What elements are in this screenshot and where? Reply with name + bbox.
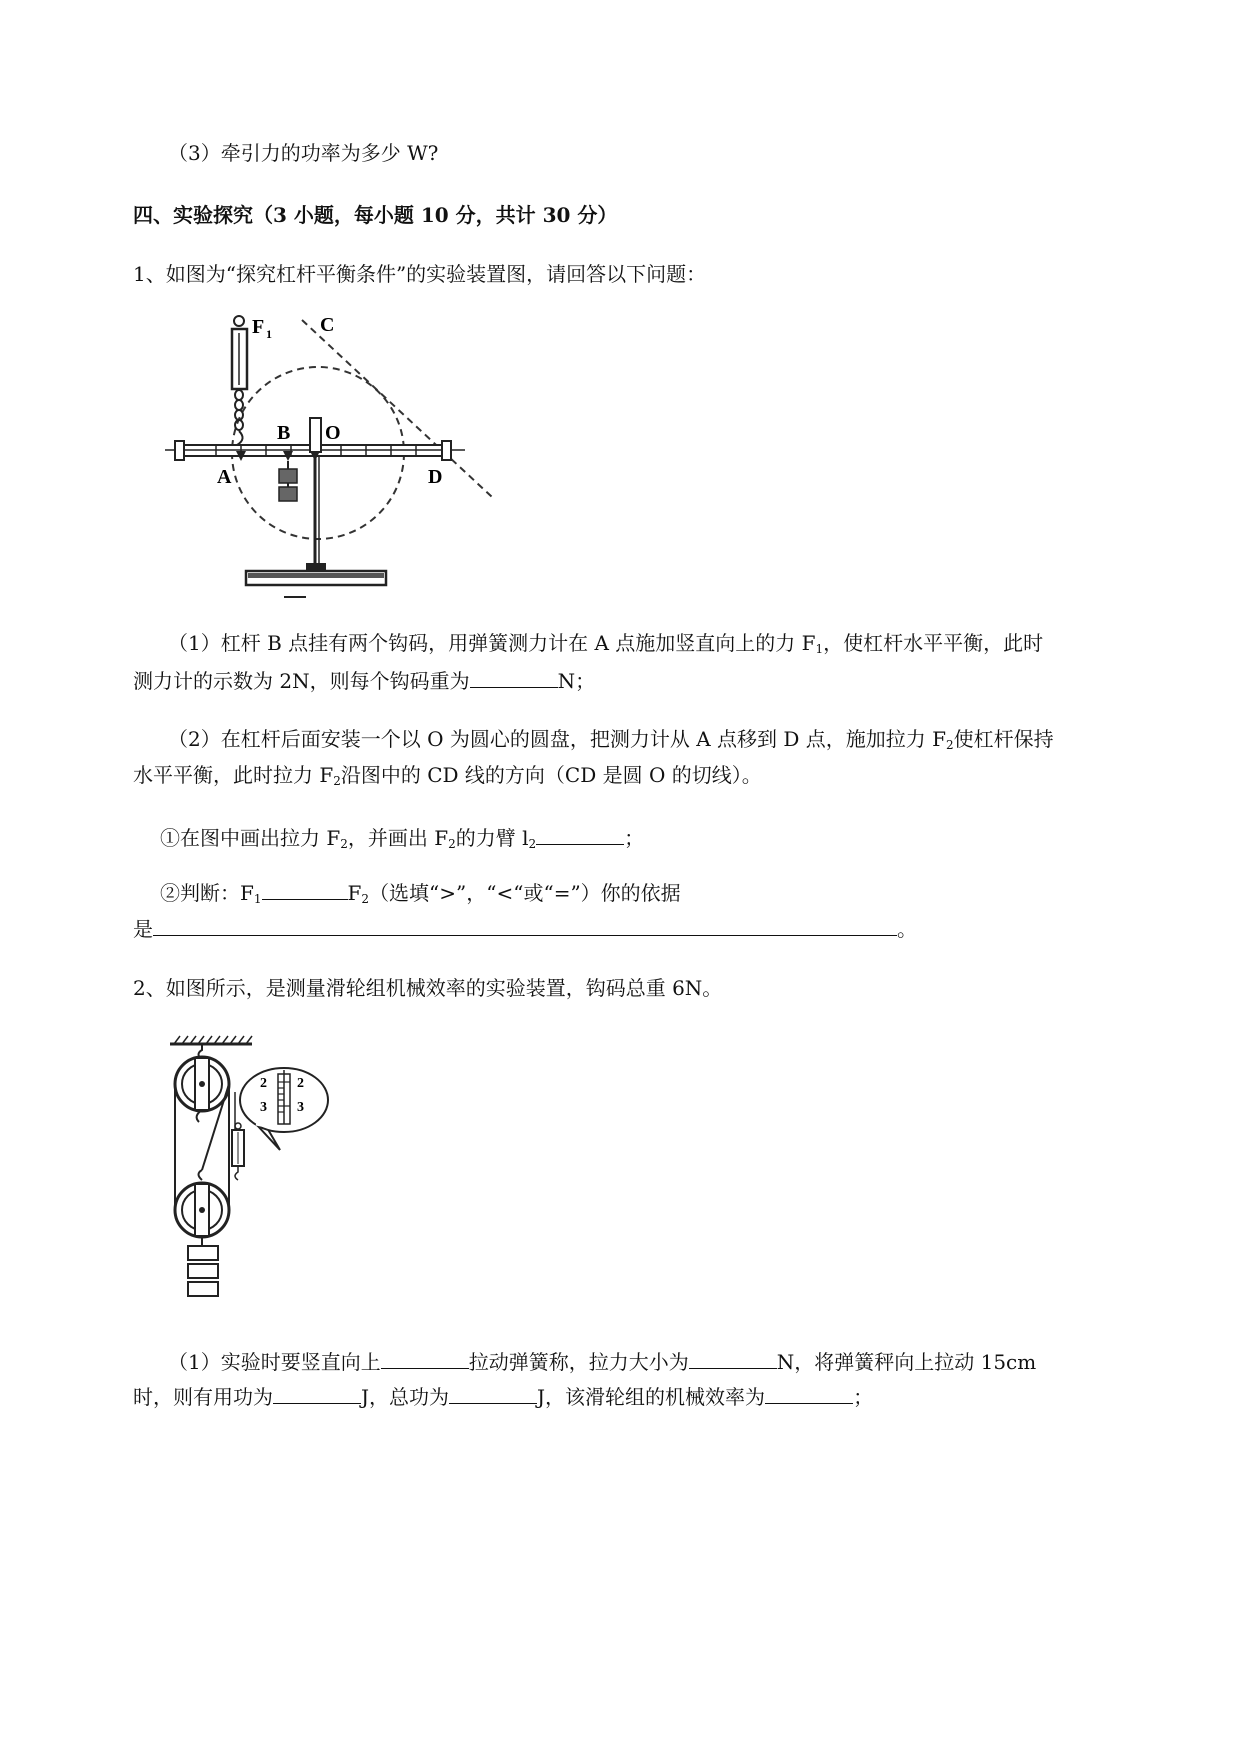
q1-part2-line1: （2）在杠杆后面安装一个以 O 为圆心的圆盘，把测力计从 A 点移到 D 点，施加拉力 $F_2$使杠杆保持: [168, 727, 1054, 752]
label-f1-sub: 1: [266, 327, 272, 341]
scale-label-3-left: 3: [260, 1100, 267, 1115]
label-c: C: [320, 314, 335, 336]
pulley-system-figure: [160, 1032, 360, 1312]
q1-stem: 1、如图为“探究杠杆平衡条件”的实验装置图，请回答以下问题：: [133, 262, 707, 286]
answer-blank-hook-weight[interactable]: [470, 665, 558, 688]
q2-stem: 2、如图所示，是测量滑轮组机械效率的实验装置，钩码总重 6N。: [133, 976, 723, 1000]
answer-blank-pull-force[interactable]: [689, 1346, 777, 1369]
label-d: D: [428, 466, 443, 488]
q2-part1-line1: （1）实验时要竖直向上 拉动弹簧称，拉力大小为 N，将弹簧秤向上拉动 15cm: [168, 1346, 1036, 1376]
q1-part2-line2: 水平平衡，此时拉力 $F_2$沿图中的 CD 线的方向（CD 是圆 O 的切线）。: [133, 763, 762, 788]
answer-blank-efficiency[interactable]: [765, 1381, 853, 1404]
section-title: 四、实验探究（3 小题，每小题 10 分，共计 30 分）: [133, 203, 618, 227]
q1-part4-line1: ②判断：$F_1$ $F_2$（选填“>”，“<“或“=”）你的依据: [160, 877, 681, 907]
answer-blank-lever-arm[interactable]: [536, 822, 624, 845]
scale-label-2-left: 2: [260, 1076, 267, 1091]
q1-part1-line1: （1）杠杆 B 点挂有两个钩码，用弹簧测力计在 A 点施加竖直向上的力 $F_1$，使杠杆水平平衡，此时: [168, 631, 1044, 656]
answer-blank-useful-work[interactable]: [273, 1381, 361, 1404]
answer-blank-total-work[interactable]: [449, 1381, 537, 1404]
answer-blank-compare[interactable]: [262, 877, 348, 900]
answer-blank-pull-manner[interactable]: [381, 1346, 469, 1369]
q2-part1-line2: 时，则有用功为 J，总功为 J，该滑轮组的机械效率为 ；: [133, 1381, 873, 1411]
q1-part4-line2: 是 。: [133, 913, 917, 943]
q1-part3: ①在图中画出拉力 $F_2$，并画出 $F_2$的力臂 $l_2$ ；: [160, 822, 644, 852]
scale-label-3-right: 3: [297, 1100, 304, 1115]
label-f1: F: [252, 316, 265, 338]
answer-blank-reason[interactable]: [153, 913, 897, 936]
label-a: A: [217, 466, 232, 488]
prev-question-text: （3）牵引力的功率为多少 W?: [168, 141, 439, 165]
label-b: B: [277, 422, 291, 444]
label-o: O: [325, 422, 341, 444]
lever-balance-figure: [160, 305, 505, 605]
q1-part1-line2: 测力计的示数为 2N，则每个钩码重为 N；: [133, 665, 595, 695]
scale-label-2-right: 2: [297, 1076, 304, 1091]
